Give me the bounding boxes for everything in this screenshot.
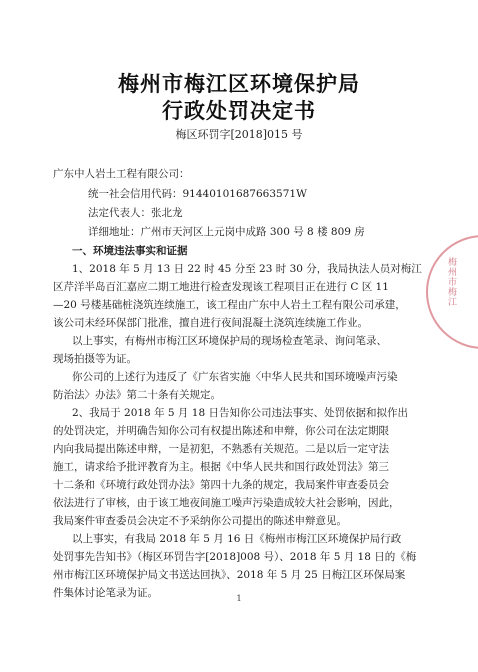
- legal-representative: 法定代表人：张北龙: [88, 207, 183, 219]
- section-heading: 一、环境违法事实和证据: [72, 245, 188, 257]
- body-line: 现场拍摄等为证。: [53, 353, 137, 365]
- body-line: 该公司未经环保部门批准，擅自进行夜间混凝土浇筑连续施工作业。: [53, 317, 368, 329]
- doc-title-type: 行政处罚决定书: [162, 99, 316, 123]
- body-line: 以上事实，有我局 2018 年 5 月 16 日《梅州市梅江区环境保护局行政: [72, 533, 402, 545]
- body-line: 州市梅江区环境保护局文书送达回执》、2018 年 5 月 25 日梅江区环保局案: [53, 569, 406, 581]
- doc-number: 梅区环罚字[2018]015 号: [175, 128, 303, 141]
- official-seal-text: 梅州市梅江: [448, 258, 458, 308]
- body-line: —20 号楼基础桩浇筑连续施工，该工程由广东中人岩土工程有限公司承建，: [53, 299, 406, 311]
- page-number: 1: [236, 594, 242, 603]
- body-line: 内向我局提出陈述申辩，一是初犯，不熟悉有关规范。二是以后一定守法: [53, 443, 389, 455]
- body-line: 依法进行了审核，由于该工地夜间施工噪声污染造成较大社会影响，因此，: [53, 497, 400, 509]
- doc-title-agency: 梅州市梅江区环境保护局: [118, 72, 360, 96]
- body-line: 区芹洋半岛百汇嘉应二期工地进行检查发现该工程项目正在进行 C 区 11: [53, 281, 389, 293]
- party-name: 广东中人岩土工程有限公司：: [53, 168, 190, 180]
- body-line: 件集体讨论笔录为证。: [53, 587, 158, 599]
- party-address: 详细地址：广州市天河区上元岗中成路 300 号 8 楼 809 房: [88, 226, 365, 238]
- body-line: 你公司的上述行为违反了《广东省实施〈中华人民共和国环境噪声污染: [72, 371, 398, 383]
- body-line: 施工，请求给予批评教育为主。根据《中华人民共和国行政处罚法》第三: [53, 461, 389, 473]
- body-line: 的处罚决定，并明确告知你公司有权提出陈述和申辩，你公司在法定期限: [53, 425, 389, 437]
- body-line: 以上事实，有梅州市梅江区环境保护局的现场检查笔录、询问笔录、: [72, 335, 387, 347]
- body-line: 十二条和《环境行政处罚办法》第四十九条的规定，我局案件审查委员会: [53, 479, 389, 491]
- body-line: 我局案件审查委员会决定不予采纳你公司提出的陈述申辩意见。: [53, 515, 347, 527]
- body-line: 处罚事先告知书》（梅区环罚告字[2018]008 号）、2018 年 5 月 18 日的《梅: [53, 551, 417, 563]
- body-line: 1、2018 年 5 月 13 日 22 时 45 分至 23 时 30 分，我局执法人员对梅江: [72, 263, 422, 275]
- body-line: 2、我局于 2018 年 5 月 18 日告知你公司违法事实、处罚依据和拟作出: [72, 407, 408, 419]
- body-line: 防治法〉办法》第二十条有关规定。: [53, 389, 221, 401]
- credit-code: 统一社会信用代码：91440101687663571W: [88, 188, 307, 200]
